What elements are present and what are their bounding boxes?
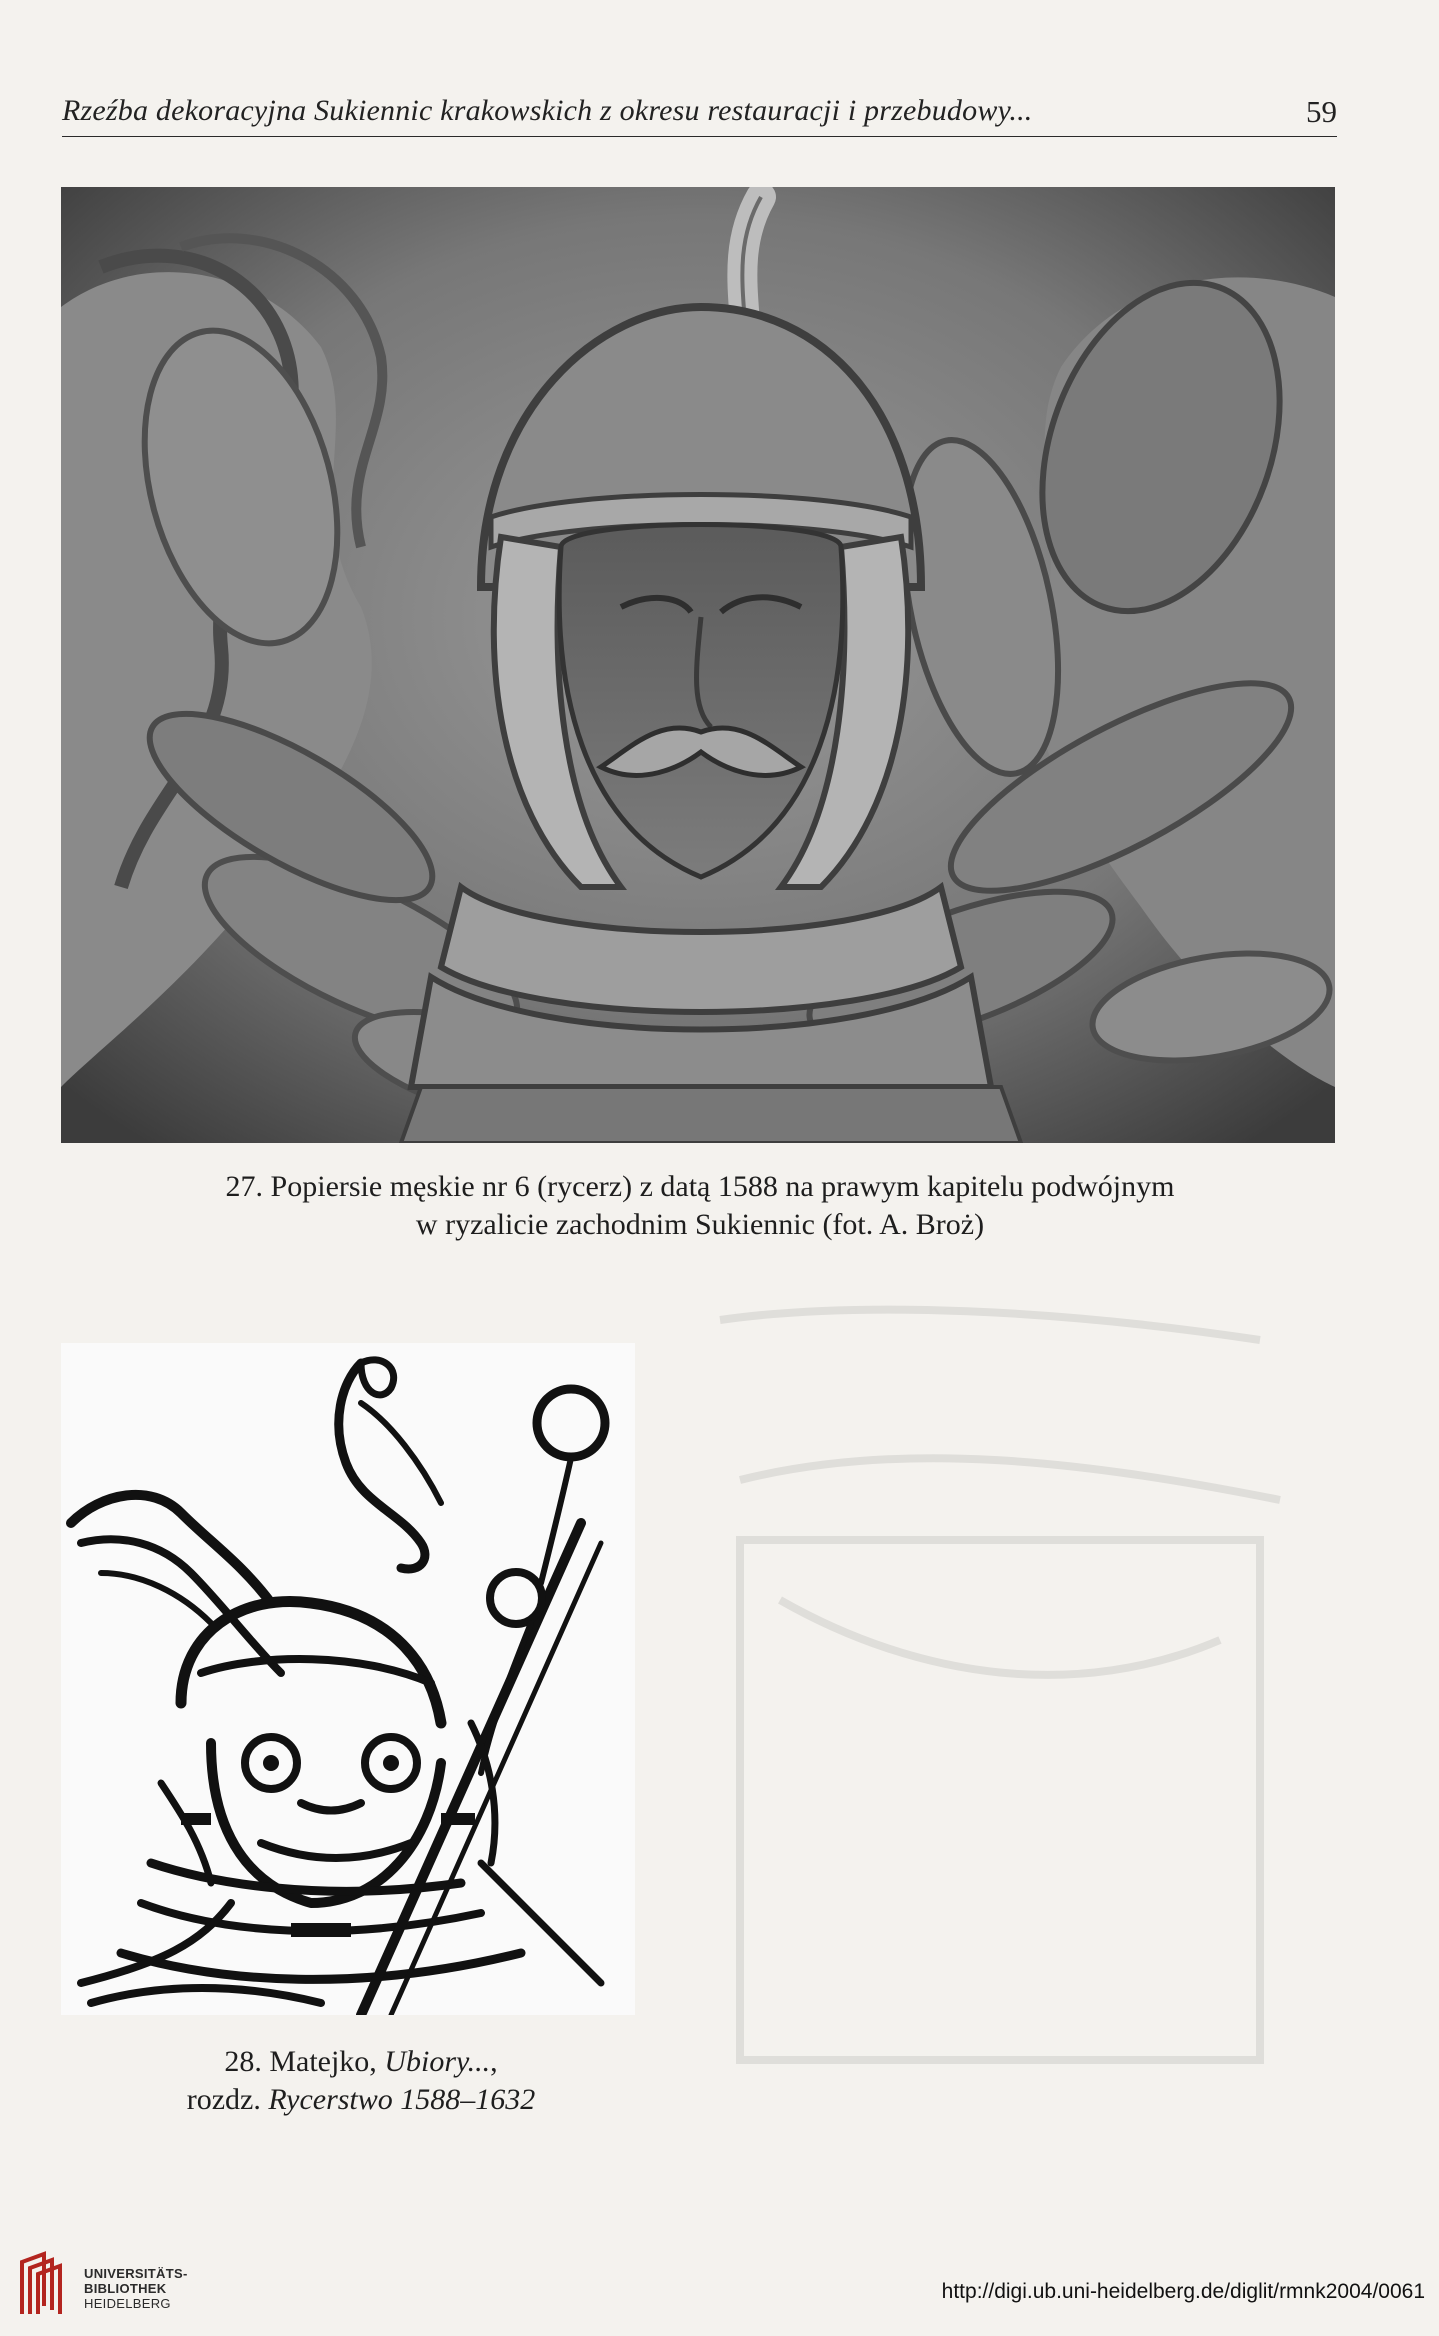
- knight-drawing-graphic: [61, 1343, 635, 2015]
- reverse-side-bleed-through: [660, 1280, 1360, 2180]
- figure-28-caption-suffix: ,: [490, 2045, 498, 2078]
- figure-27-caption: [100, 1168, 1300, 1244]
- library-logo-icon: [14, 2250, 70, 2318]
- knight-line-drawing: [61, 1343, 635, 2015]
- logo-line1: UNIVERSITÄTS-: [84, 2266, 188, 2281]
- figure-28-caption-line2-prefix: rozdz.: [186, 2083, 269, 2116]
- page-number: 59: [1306, 94, 1337, 129]
- logo-line2: BIBLIOTHEK: [84, 2281, 167, 2296]
- digitization-url[interactable]: http://digi.ub.uni-heidelberg.de/diglit/rmnk2004/0061: [941, 2280, 1425, 2303]
- figure-28-caption-line2-title: Rycerstwo 1588–1632: [268, 2083, 536, 2116]
- figure-27-caption-line1: 27. Popiersie męskie nr 6 (rycerz) z datą 1588 na prawym kapitelu podwójnym: [225, 1170, 1175, 1203]
- knight-bust-photograph: [61, 187, 1335, 1143]
- knight-bust-photo-graphic: [61, 187, 1335, 1143]
- figure-28-caption-prefix: 28. Matejko,: [224, 2045, 385, 2078]
- figure-28-caption: [61, 2043, 661, 2119]
- running-header: [62, 88, 1337, 137]
- library-logo-text: [84, 2266, 188, 2311]
- university-library-logo: [14, 2250, 214, 2320]
- figure-28-caption-line2: [61, 2081, 661, 2119]
- logo-line3: HEIDELBERG: [84, 2296, 171, 2311]
- figure-28-caption-line1: [61, 2043, 661, 2081]
- figure-28-caption-title: Ubiory...: [384, 2045, 491, 2078]
- figure-27-caption-line2: w ryzalicie zachodnim Sukiennic (fot. A. Broż): [415, 1208, 985, 1241]
- running-title: Rzeźba dekoracyjna Sukiennic krakowskich z okresu restauracji i przebudowy...: [62, 94, 1033, 127]
